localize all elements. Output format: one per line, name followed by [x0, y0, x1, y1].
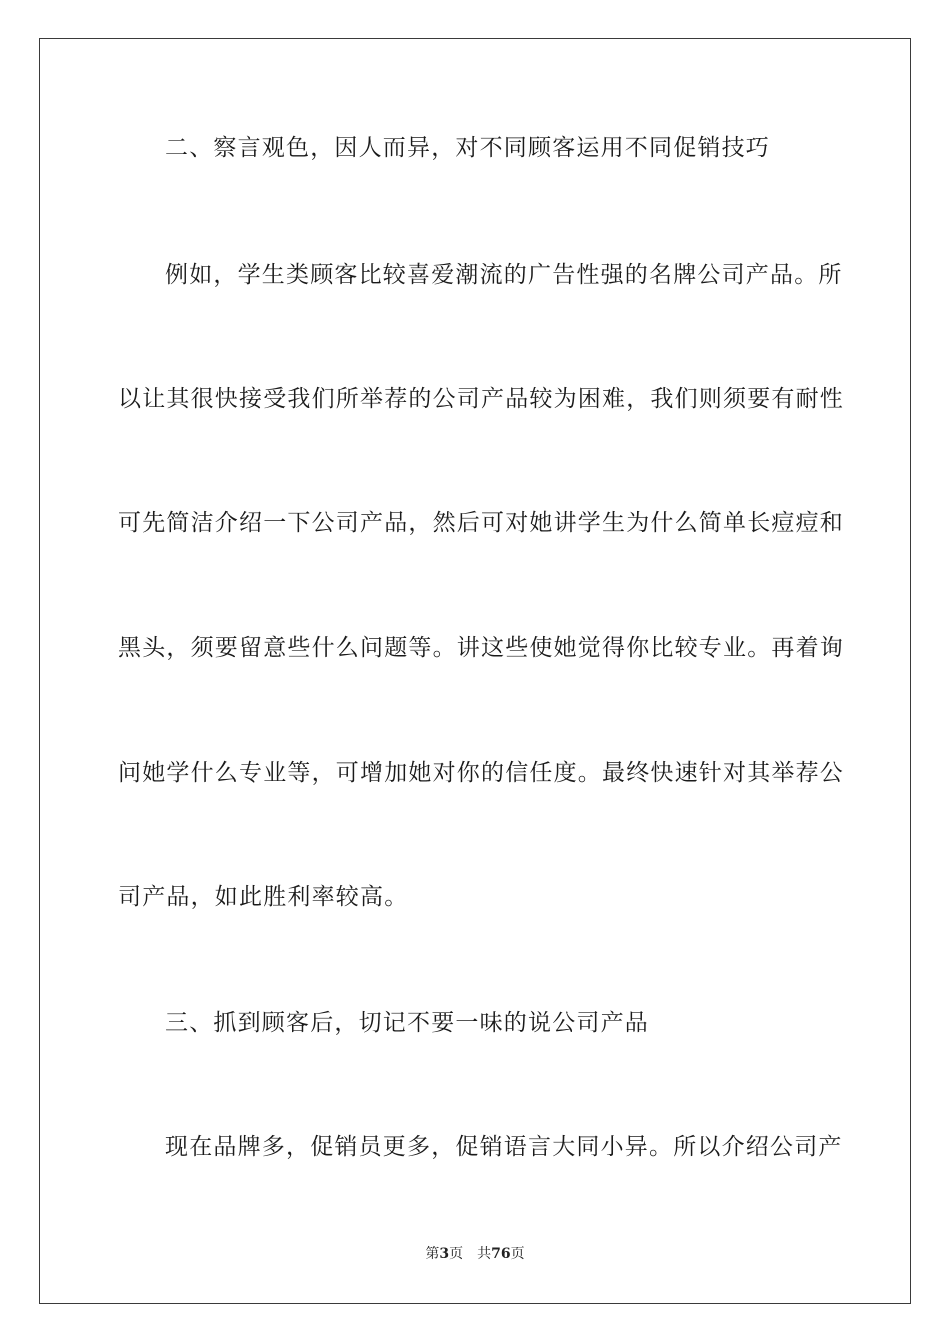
section-heading-2: 二、察言观色，因人而异，对不同顾客运用不同促销技巧 — [165, 135, 770, 161]
page-footer — [0, 1244, 950, 1264]
paragraph-line: 可先简洁介绍一下公司产品，然后可对她讲学生为什么简单长痘痘和 — [118, 510, 844, 536]
total-suffix: 页 — [510, 1246, 525, 1262]
paragraph-line: 以让其很快接受我们所举荐的公司产品较为困难，我们则须要有耐性 — [118, 386, 844, 412]
paragraph-line: 例如，学生类顾客比较喜爱潮流的广告性强的名牌公司产品。所 — [165, 262, 843, 288]
page-border — [39, 38, 911, 1304]
paragraph-line: 问她学什么专业等，可增加她对你的信任度。最终快速针对其举荐公 — [118, 760, 844, 786]
paragraph-line: 现在品牌多，促销员更多，促销语言大同小异。所以介绍公司产 — [165, 1134, 843, 1160]
section-heading-3: 三、抓到顾客后，切记不要一味的说公司产品 — [165, 1010, 649, 1036]
page-suffix: 页 — [449, 1246, 464, 1262]
total-pages: 76 — [491, 1246, 511, 1262]
page-prefix: 第 — [425, 1246, 440, 1262]
total-prefix: 共 — [477, 1246, 492, 1262]
paragraph-line: 司产品，如此胜利率较高。 — [118, 884, 409, 910]
page-number: 3 — [439, 1246, 450, 1262]
paragraph-line: 黑头，须要留意些什么问题等。讲这些使她觉得你比较专业。再着询 — [118, 635, 844, 661]
